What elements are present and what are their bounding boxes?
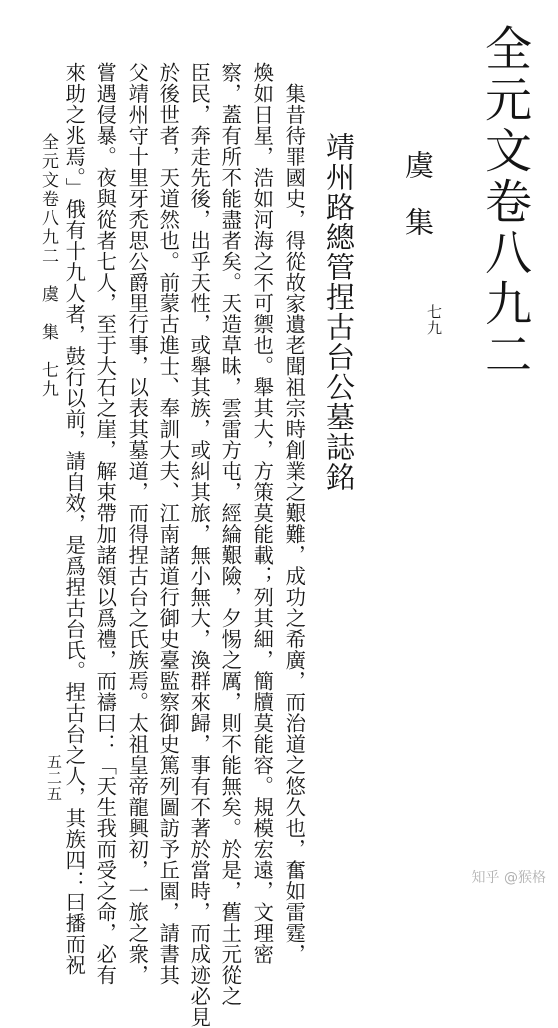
author-name: 虞集 [401, 150, 435, 264]
body-column: 煥如日星，浩如河海之不可禦也。舉其大，方策莫能載；列其細，簡牘莫能容。規模宏遠，文理密 [250, 62, 275, 965]
body-column: 察，蓋有所不能盡者矣。天造草昧，雲雷方屯，經綸艱險，夕惕之厲，則不能無矣。於是，舊土元從之 [218, 62, 243, 1007]
body-column: 集昔待罪國史，得從故家遺老聞祖宗時創業之艱難，成功之希廣，而治道之悠久也，奮如雷霆， [282, 83, 307, 965]
page-number: 五二五 [45, 754, 63, 802]
watermark: 知乎 @猴格 [471, 870, 546, 886]
body-column: 嘗遇侵暴。夜與從者七人，至于大石之崖，解束帶加諸領以爲禮，而禱曰：「天生我而受之命，必有 [93, 62, 118, 986]
body-column: 臣民，奔走先後，出乎天性，或舉其族，或糾其旅，無小無大，渙群來歸，事有不著於當時，而成迹必見 [187, 62, 212, 1028]
body-column: 來助之兆焉。」俄有十九人者，鼓行以前，請自效，是爲捏古台氏。捏古台之人，其族四：曰播而祝 [62, 62, 87, 976]
essay-title: 靖州路總管捏古台公墓誌銘 [322, 132, 356, 492]
body-column: 父靖州守十里牙禿思公爵里行事，以表其墓道，而得捏古台之氏族焉。太祖皇帝龍興初，一旅之衆， [125, 62, 150, 986]
book-title: 全元文卷八九二 [477, 24, 532, 381]
juan-number: 七九 [425, 304, 443, 336]
body-column: 於後世者，天道然也。前蒙古進士、奉訓大夫、江南諸道行御史臺監察御史篤列圖訪予丘園，請書其 [156, 62, 181, 986]
running-head: 全元文卷八九二 虞 集 七九 [38, 133, 58, 399]
